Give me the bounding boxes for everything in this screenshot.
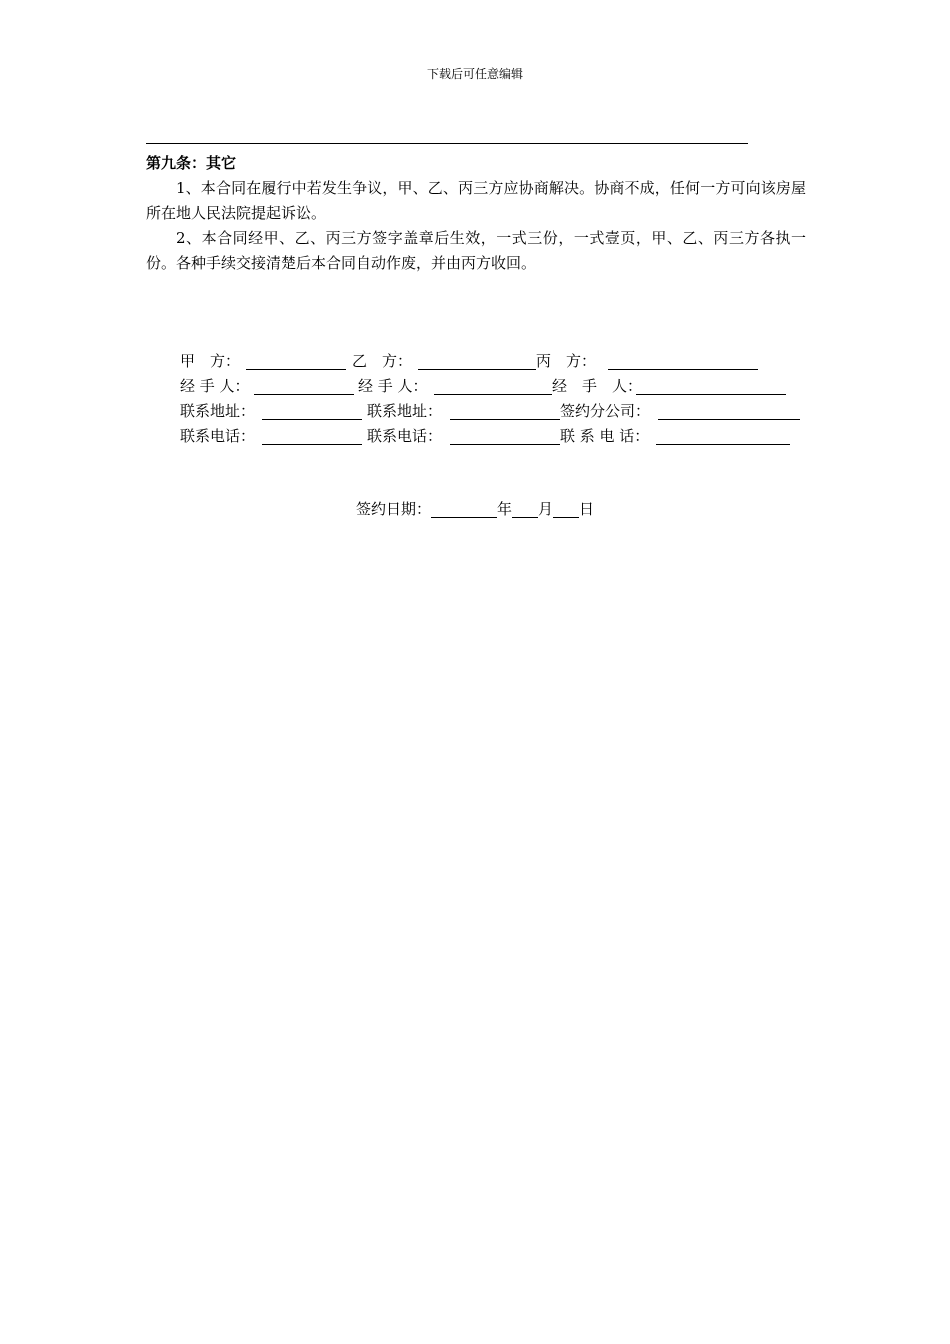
handler-c-blank[interactable]: [636, 376, 786, 395]
party-a-field: [180, 349, 346, 374]
party-b-field: [352, 349, 536, 374]
branch-blank[interactable]: [658, 401, 800, 420]
handler-a-field: [180, 374, 354, 399]
year-blank[interactable]: [431, 499, 497, 518]
month-label: 月: [538, 500, 554, 518]
phone-a-blank[interactable]: [262, 426, 362, 445]
handler-a-label: 经 手 人：: [180, 377, 250, 395]
phone-c-field: [560, 424, 790, 449]
header-note: 下载后可任意编辑: [426, 67, 523, 81]
phone-b-label: 联系电话：: [367, 427, 443, 445]
party-a-label: 甲 方：: [180, 352, 241, 370]
address-a-label: 联系地址：: [180, 402, 256, 420]
signature-row-handler: [180, 374, 820, 399]
address-b-blank[interactable]: [450, 401, 560, 420]
day-label: 日: [579, 500, 595, 518]
year-label: 年: [496, 500, 512, 518]
signature-block: [180, 349, 820, 449]
signing-date: [0, 497, 950, 522]
phone-b-field: [367, 424, 560, 449]
day-blank[interactable]: [553, 499, 579, 518]
paragraph-1: 1、本合同在履行中若发生争议，甲、乙、丙三方应协商解决。协商不成，任何一方可向该房屋所在地人民法院提起诉讼。: [146, 179, 806, 222]
address-b-label: 联系地址：: [367, 402, 443, 420]
handler-c-field: [552, 374, 786, 399]
phone-b-blank[interactable]: [450, 426, 560, 445]
party-c-blank[interactable]: [608, 351, 758, 370]
signature-row-party: [180, 349, 820, 374]
paragraph-2: 2、本合同经甲、乙、丙三方签字盖章后生效，一式三份，一式壹页，甲、乙、丙三方各执一份。各种手续交接清楚后本合同自动作废，并由丙方收回。: [146, 229, 806, 272]
section-title: 第九条：其它: [146, 154, 237, 172]
party-b-blank[interactable]: [418, 351, 536, 370]
handler-b-label: 经 手 人：: [358, 377, 428, 395]
branch-label: 签约分公司：: [560, 402, 651, 420]
party-c-label: 丙 方：: [536, 352, 597, 370]
header-rule: [146, 143, 748, 144]
address-a-field: [180, 399, 362, 424]
address-a-blank[interactable]: [262, 401, 362, 420]
party-c-field: [536, 349, 758, 374]
phone-c-label: 联 系 电 话：: [560, 427, 650, 445]
phone-c-blank[interactable]: [656, 426, 790, 445]
signature-row-phone: [180, 424, 820, 449]
address-b-field: [367, 399, 560, 424]
handler-b-blank[interactable]: [434, 376, 552, 395]
phone-a-field: [180, 424, 362, 449]
branch-field: [560, 399, 800, 424]
party-a-blank[interactable]: [246, 351, 346, 370]
handler-b-field: [358, 374, 552, 399]
month-blank[interactable]: [512, 499, 538, 518]
handler-c-label: 经 手 人：: [552, 377, 643, 395]
phone-a-label: 联系电话：: [180, 427, 256, 445]
handler-a-blank[interactable]: [254, 376, 354, 395]
signature-row-address: [180, 399, 820, 424]
article-nine: [146, 151, 806, 276]
signing-date-label: 签约日期：: [355, 500, 431, 518]
party-b-label: 乙 方：: [352, 352, 413, 370]
